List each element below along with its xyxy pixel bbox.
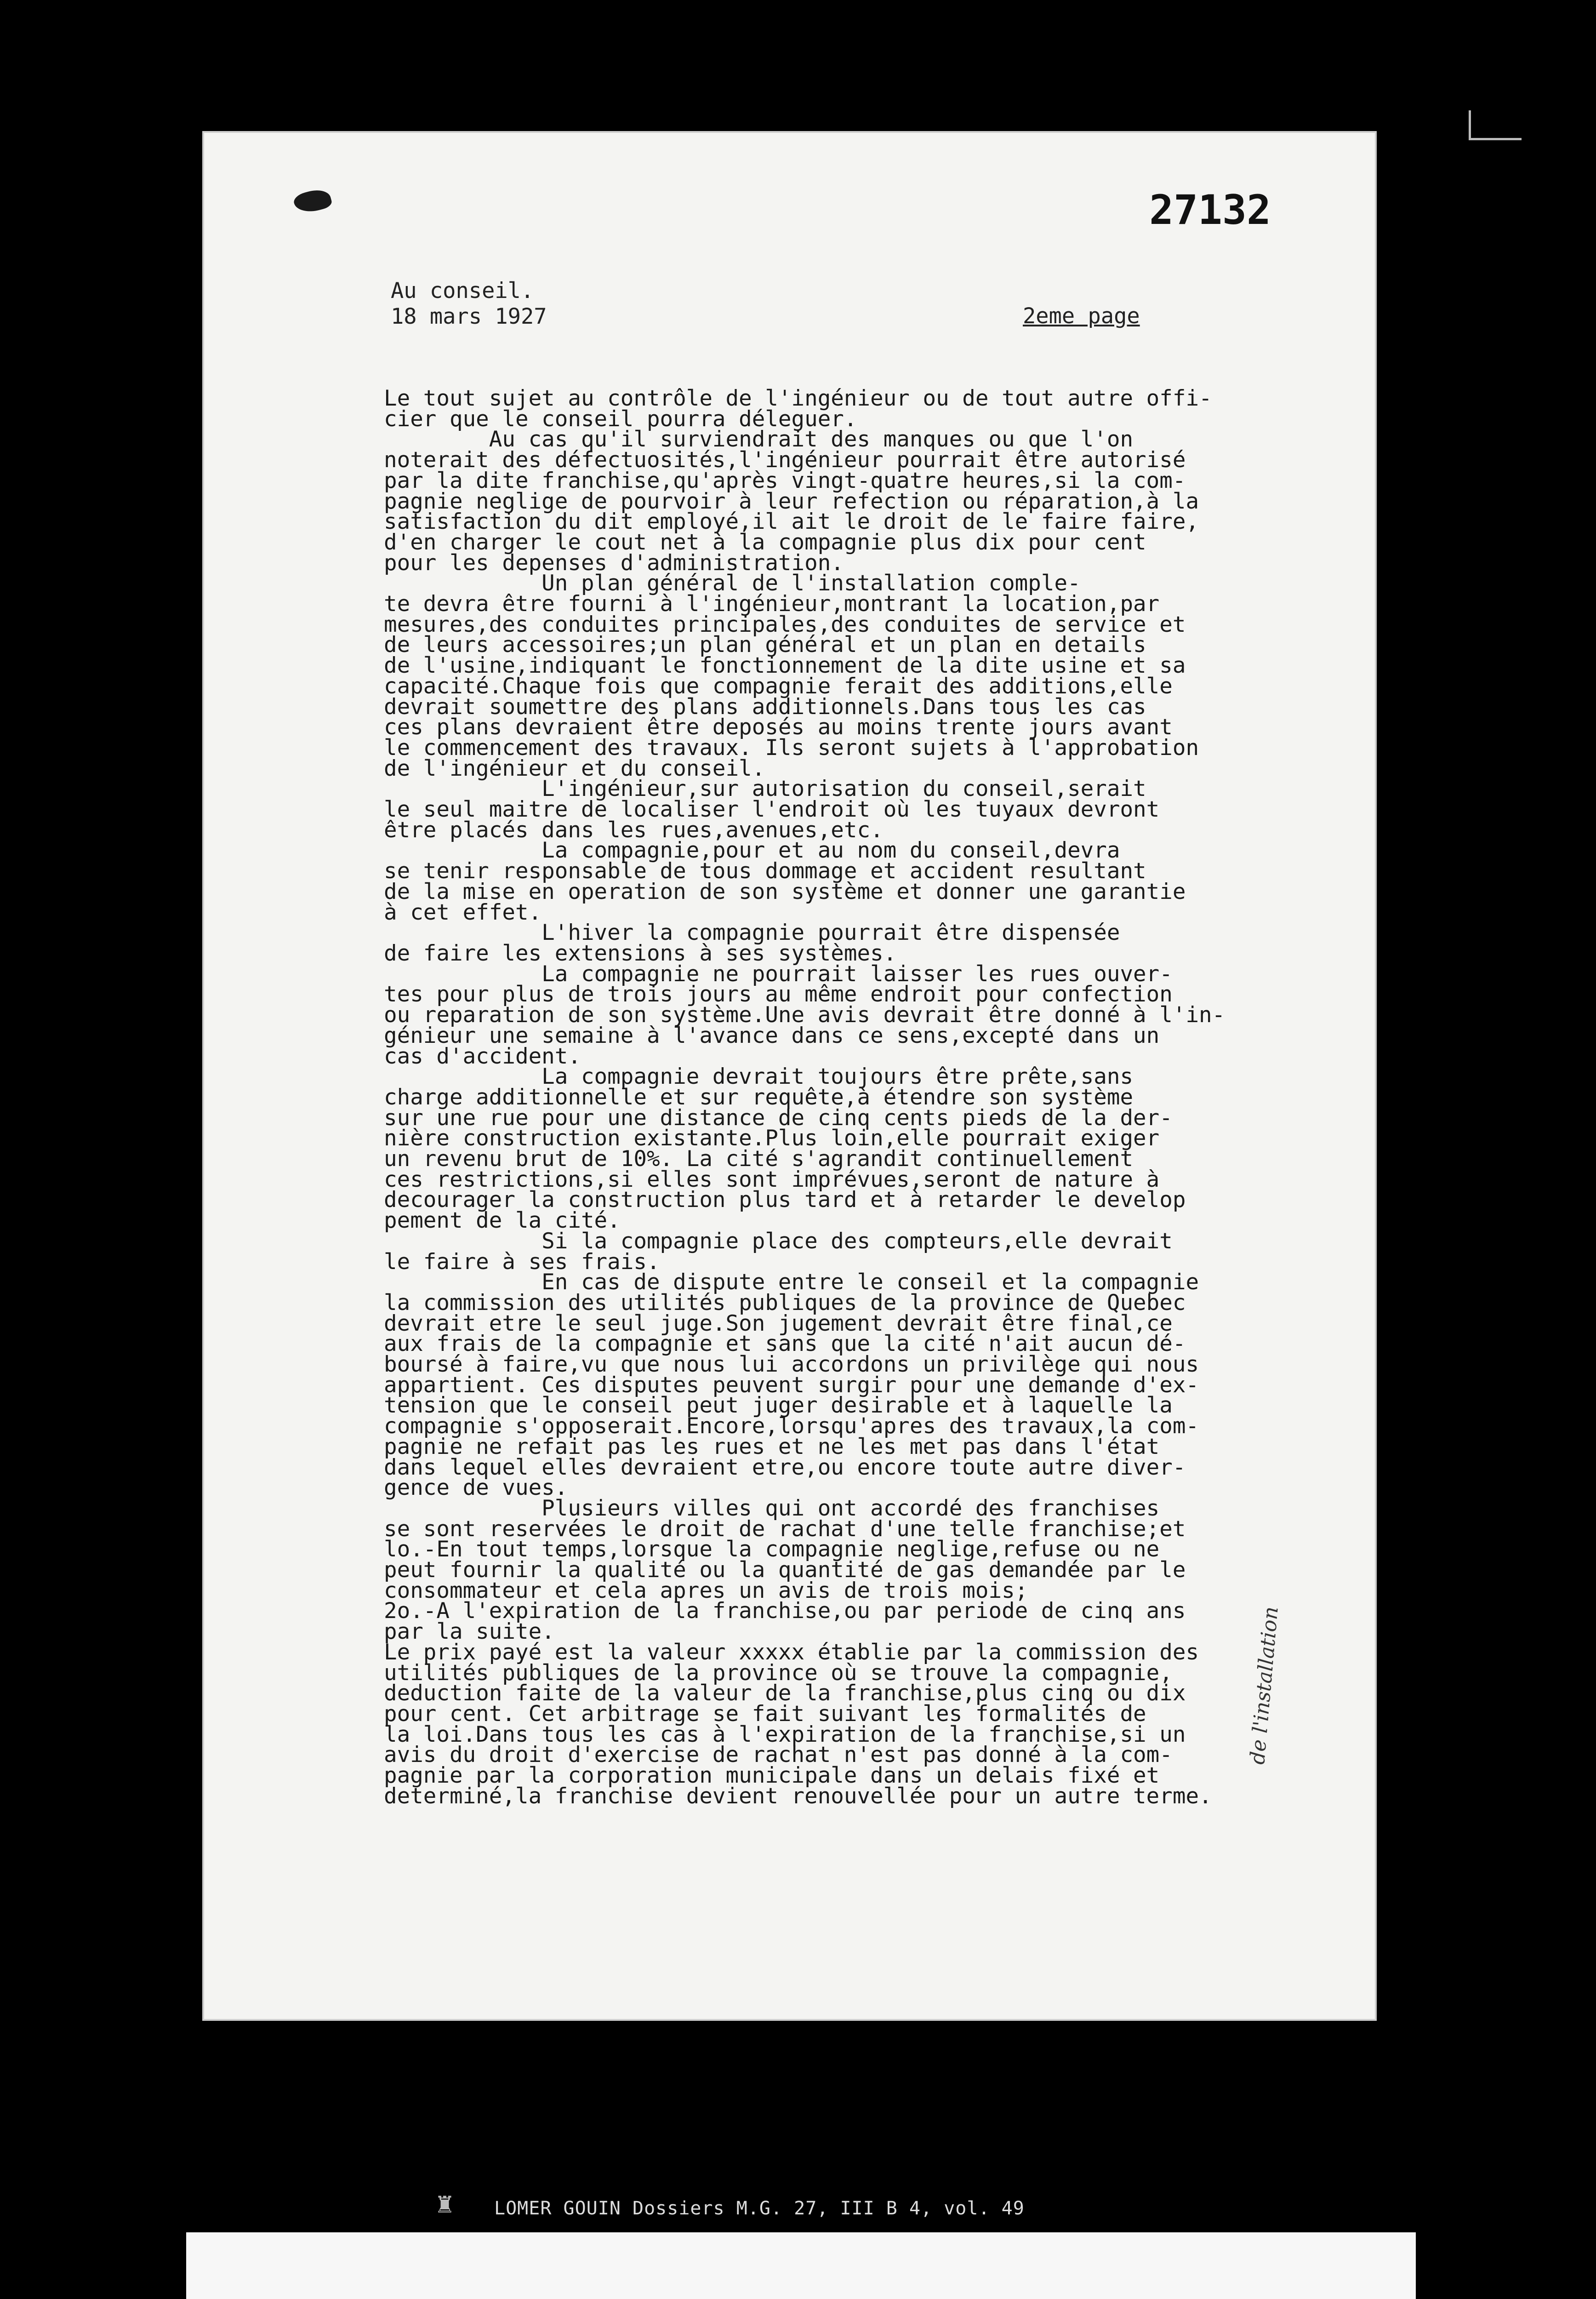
header-recipient: Au conseil.: [391, 278, 534, 303]
body-line: être placés dans les rues,avenues,etc.: [384, 817, 884, 843]
body-line: de l'ingénieur et du conseil.: [384, 755, 765, 781]
body-line: pour les depenses d'administration.: [384, 550, 844, 576]
body-line: dans lequel elles devraient etre,ou encore toute autre diver-: [384, 1454, 1186, 1480]
body-line: 2o.-A l'expiration de la franchise,ou par periode de cinq ans: [384, 1598, 1186, 1624]
header-page-number: 2eme page: [1023, 303, 1140, 329]
body-line: un revenu brut de 10%. La cité s'agrandit continuellement: [384, 1146, 1134, 1172]
body-line: pagnie neglige de pourvoir à leur refection ou réparation,à la: [384, 488, 1199, 514]
body-line: noterait des défectuosités,l'ingénieur pourrait être autorisé: [384, 447, 1186, 473]
body-line: Un plan général de l'installation comple-: [384, 571, 1081, 596]
body-line: pagnie ne refait pas les rues et ne les met pas dans l'état: [384, 1434, 1160, 1459]
body-line: ces plans devraient être deposés au moins trente jours avant: [384, 715, 1173, 740]
letter-header-left: [391, 278, 547, 330]
body-line: utilités publiques de la province où se trouve la compagnie,: [384, 1660, 1173, 1686]
body-line: En cas de dispute entre le conseil et la compagnie: [384, 1270, 1199, 1295]
body-line: tes pour plus de trois jours au même endroit pour confection: [384, 982, 1173, 1007]
body-line: nière construction existante.Plus loin,elle pourrait exiger: [384, 1126, 1160, 1151]
body-line: L'hiver la compagnie pourrait être dispensée: [384, 920, 1120, 946]
body-line: gence de vues.: [384, 1475, 568, 1501]
body-line: à cet effet.: [384, 899, 542, 925]
body-line: compagnie s'opposerait.Encore,lorsqu'apres des travaux,la com-: [384, 1413, 1199, 1439]
film-corner-mark: [1469, 110, 1522, 140]
archive-stamp-icon: ♜: [434, 2191, 455, 2218]
body-line: par la dite franchise,qu'après vingt-quatre heures,si la com-: [384, 468, 1186, 493]
body-line: decourager la construction plus tard et à retarder le develop: [384, 1187, 1186, 1213]
ink-blot: [292, 186, 333, 216]
document-number: 27132: [1149, 186, 1271, 234]
body-line: génieur une semaine à l'avance dans ce sens,excepté dans un: [384, 1023, 1160, 1048]
body-line: le seul maitre de localiser l'endroit où les tuyaux devront: [384, 797, 1160, 823]
body-line: de l'usine,indiquant le fonctionnement de la dite usine et sa: [384, 653, 1186, 679]
archive-reference: LOMER GOUIN Dossiers M.G. 27, III B 4, vol. 49: [494, 2198, 1025, 2219]
body-line: pement de la cité.: [384, 1208, 621, 1234]
body-line: de la mise en operation de son système et donner une garantie: [384, 879, 1186, 904]
body-line: le faire à ses frais.: [384, 1249, 660, 1275]
body-line: pour cent. Cet arbitrage se fait suivant les formalités de: [384, 1701, 1146, 1727]
body-line: cas d'accident.: [384, 1043, 581, 1069]
body-line: boursé à faire,vu que nous lui accordons un privilège qui nous: [384, 1352, 1199, 1378]
body-line: Le tout sujet au contrôle de l'ingénieur ou de tout autre offi-: [384, 386, 1212, 411]
body-line: se sont reservées le droit de rachat d'une telle franchise;et: [384, 1516, 1186, 1542]
body-line: tension que le conseil peut juger desirable et à laquelle la: [384, 1393, 1173, 1418]
body-line: appartient. Ces disputes peuvent surgir pour une demande d'ex-: [384, 1372, 1199, 1398]
body-line: lo.-En tout temps,lorsque la compagnie neglige,refuse ou ne: [384, 1537, 1160, 1562]
body-line: devrait soumettre des plans additionnels.Dans tous les cas: [384, 694, 1146, 720]
body-line: satisfaction du dit employé,il ait le droit de le faire faire,: [384, 509, 1199, 535]
body-line: charge additionnelle et sur requête,à étendre son système: [384, 1084, 1134, 1110]
body-line: La compagnie,pour et au nom du conseil,devra: [384, 838, 1120, 864]
body-line: avis du droit d'exercise de rachat n'est pas donné à la com-: [384, 1742, 1173, 1768]
body-line: La compagnie devrait toujours être prête,sans: [384, 1064, 1134, 1090]
body-line: ou reparation de son système.Une avis devrait être donné à l'in-: [384, 1002, 1226, 1028]
body-line: La compagnie ne pourrait laisser les rues ouver-: [384, 961, 1173, 987]
body-line: consommateur et cela apres un avis de trois mois;: [384, 1578, 1028, 1603]
header-date: 18 mars 1927: [391, 304, 547, 329]
body-line: Le prix payé est la valeur xxxxx établie par la commission des: [384, 1639, 1199, 1665]
body-line: par la suite.: [384, 1619, 555, 1645]
body-line: le commencement des travaux. Ils seront sujets à l'approbation: [384, 735, 1199, 761]
body-line: d'en charger le cout net à la compagnie plus dix pour cent: [384, 529, 1146, 555]
body-line: de leurs accessoires;un plan général et un plan en details: [384, 632, 1146, 658]
handwritten-margin-note: de l'installation: [1246, 1606, 1283, 1766]
body-line: se tenir responsable de tous dommage et accident resultant: [384, 858, 1146, 884]
body-line: mesures,des conduites principales,des conduites de service et: [384, 612, 1186, 637]
body-line: determiné,la franchise devient renouvellée pour un autre terme.: [384, 1783, 1212, 1809]
body-line: te devra être fourni à l'ingénieur,montrant la location,par: [384, 591, 1160, 617]
body-line: sur une rue pour une distance de cinq cents pieds de la der-: [384, 1105, 1173, 1131]
body-line: capacité.Chaque fois que compagnie ferait des additions,elle: [384, 673, 1173, 699]
body-line: pagnie par la corporation municipale dans un delais fixé et: [384, 1763, 1160, 1789]
body-line: Au cas qu'il surviendrait des manques ou que l'on: [384, 427, 1134, 452]
body-line: Si la compagnie place des compteurs,elle devrait: [384, 1228, 1173, 1254]
body-line: de faire les extensions à ses systèmes.: [384, 940, 897, 966]
body-line: Plusieurs villes qui ont accordé des franchises: [384, 1495, 1160, 1521]
body-line: ces restrictions,si elles sont imprévues,seront de nature à: [384, 1167, 1160, 1192]
letter-body: [384, 386, 1441, 1809]
body-line: aux frais de la compagnie et sans que la cité n'ait aucun dé-: [384, 1331, 1186, 1357]
body-line: cier que le conseil pourra déleguer.: [384, 406, 857, 432]
document-page: [202, 131, 1377, 2021]
body-line: deduction faite de la valeur de la franchise,plus cinq ou dix: [384, 1681, 1186, 1706]
body-line: la loi.Dans tous les cas à l'expiration de la franchise,si un: [384, 1721, 1186, 1747]
body-line: devrait etre le seul juge.Son jugement devrait être final,ce: [384, 1310, 1173, 1336]
body-line: la commission des utilités publiques de la province de Quebec: [384, 1290, 1186, 1315]
body-line: peut fournir la qualité ou la quantité de gas demandée par le: [384, 1557, 1186, 1583]
archive-label-card: [186, 2232, 1416, 2299]
body-line: L'ingénieur,sur autorisation du conseil,serait: [384, 776, 1146, 802]
